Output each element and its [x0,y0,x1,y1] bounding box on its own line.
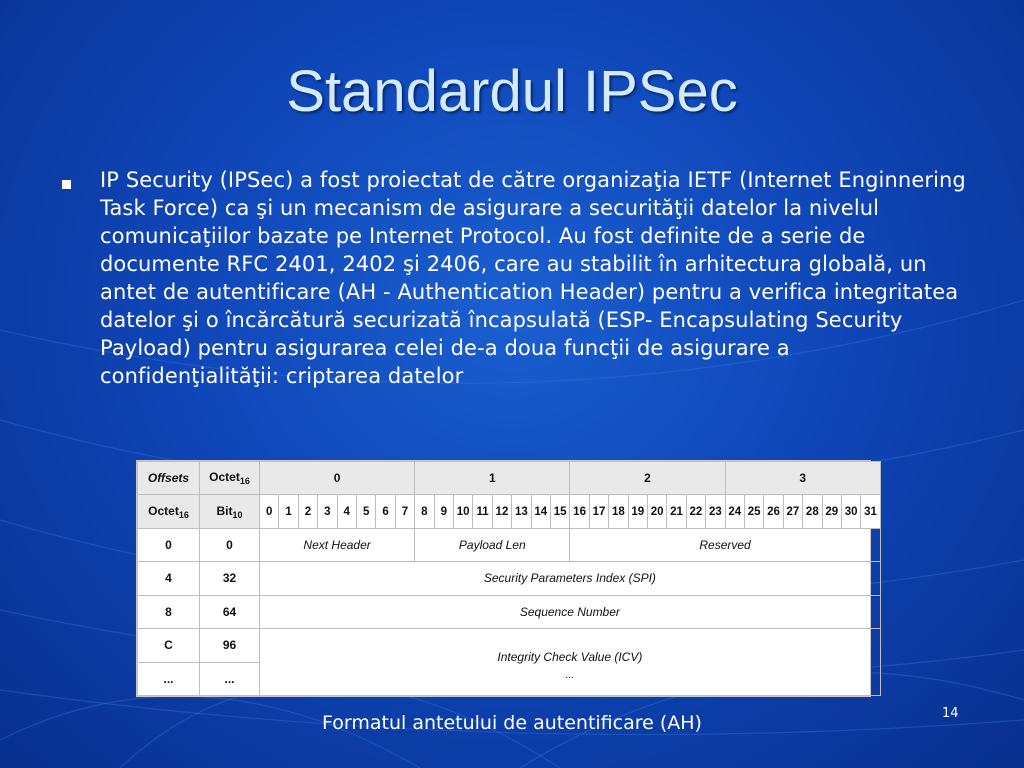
ah-format-table-figure [136,460,877,697]
bit-number-cell: 2 [298,495,317,528]
bit-number-cell: 16 [570,495,589,528]
slide-title: Standardul IPSec [286,59,738,124]
bit-number-cell: 27 [783,495,802,528]
bit-number-cell: 6 [376,495,395,528]
bit-number-cell: 13 [512,495,531,528]
bullet-square-icon [62,180,71,189]
bit-number-cell: 8 [415,495,434,528]
bit-number-cell: 15 [550,495,569,528]
body-paragraph: IP Security (IPSec) a fost proiectat de către organizaţia IETF (Internet Enginnering Task Force) ca şi un mecanism de asigurare a securităţii datelor la nivelul comunicaţiilor bazate pe Internet Protocol. Au fost definite de a serie de documente RFC 2401, 2402 şi 2406, care au stabilit în arhitectura globală, un antet de autentificare (AH - Authentication Header) pentru a verifica integritatea datelor şi o încărcătură securizată încapsulată (ESP- Encapsulating Security Payload) pentru asigurarea celei de-a doua funcţii de asigurare a confidenţialităţii: criptarea datelor [100,168,966,388]
spi-field: Security Parameters Index (SPI) [260,562,881,595]
row-bit: 32 [200,562,260,595]
bit-number-cell: 22 [686,495,705,528]
sequence-number-field: Sequence Number [260,595,881,628]
bit-number-cell: 31 [861,495,880,528]
next-header-field: Next Header [260,528,415,561]
bit-number-cell: 18 [609,495,628,528]
bit-number-cell: 4 [337,495,356,528]
bit-number-cell: 20 [647,495,666,528]
row-octet: ... [138,662,200,695]
page-number: 14 [942,706,959,721]
octet-header: Octet$_{16}$ [200,462,260,495]
row-octet: 4 [138,562,200,595]
bit-column-header: Bit$_{10}$ [200,495,260,528]
icv-label: Integrity Check Value (ICV) [497,649,643,664]
bit-number-cell: 9 [434,495,453,528]
octet-group-0: 0 [260,462,415,495]
bit-number-cell: 0 [260,495,279,528]
bit-number-cell: 12 [492,495,511,528]
table-row [138,528,881,561]
icv-field [260,629,881,696]
row-bit: 96 [200,629,260,662]
bit-number-cell: 11 [473,495,492,528]
table-header-row [138,462,881,495]
bit-number-cell: 3 [318,495,337,528]
bit-number-cell: 30 [841,495,860,528]
octet-group-3: 3 [725,462,880,495]
table-row [138,629,881,662]
row-bit: 0 [200,528,260,561]
figure-caption: Formatul antetului de autentificare (AH) [322,712,702,734]
payload-len-field: Payload Len [415,528,570,561]
bit-number-cell: 26 [764,495,783,528]
row-bit: ... [200,662,260,695]
bit-number-cell: 10 [453,495,472,528]
bit-number-cell: 17 [589,495,608,528]
bit-number-row [138,495,881,528]
offsets-header: Offsets [138,462,200,495]
row-octet: 8 [138,595,200,628]
bit-number-cell: 23 [706,495,725,528]
bit-number-cell: 1 [279,495,298,528]
bit-number-cell: 19 [628,495,647,528]
ah-header-table [137,461,881,696]
bit-number-cell: 28 [803,495,822,528]
bit-number-cell: 25 [744,495,763,528]
reserved-field: Reserved [570,528,880,561]
row-octet: 0 [138,528,200,561]
bit-number-cell: 24 [725,495,744,528]
icv-continuation: ... [565,669,575,681]
bit-number-cell: 5 [356,495,375,528]
octet-column-header: Octet$_{16}$ [138,495,200,528]
bit-number-cell: 14 [531,495,550,528]
bit-number-cell: 7 [395,495,414,528]
table-row [138,562,881,595]
table-row [138,595,881,628]
row-bit: 64 [200,595,260,628]
octet-group-1: 1 [415,462,570,495]
bit-number-cell: 21 [667,495,686,528]
octet-group-2: 2 [570,462,725,495]
bit-number-cell: 29 [822,495,841,528]
row-octet: C [138,629,200,662]
